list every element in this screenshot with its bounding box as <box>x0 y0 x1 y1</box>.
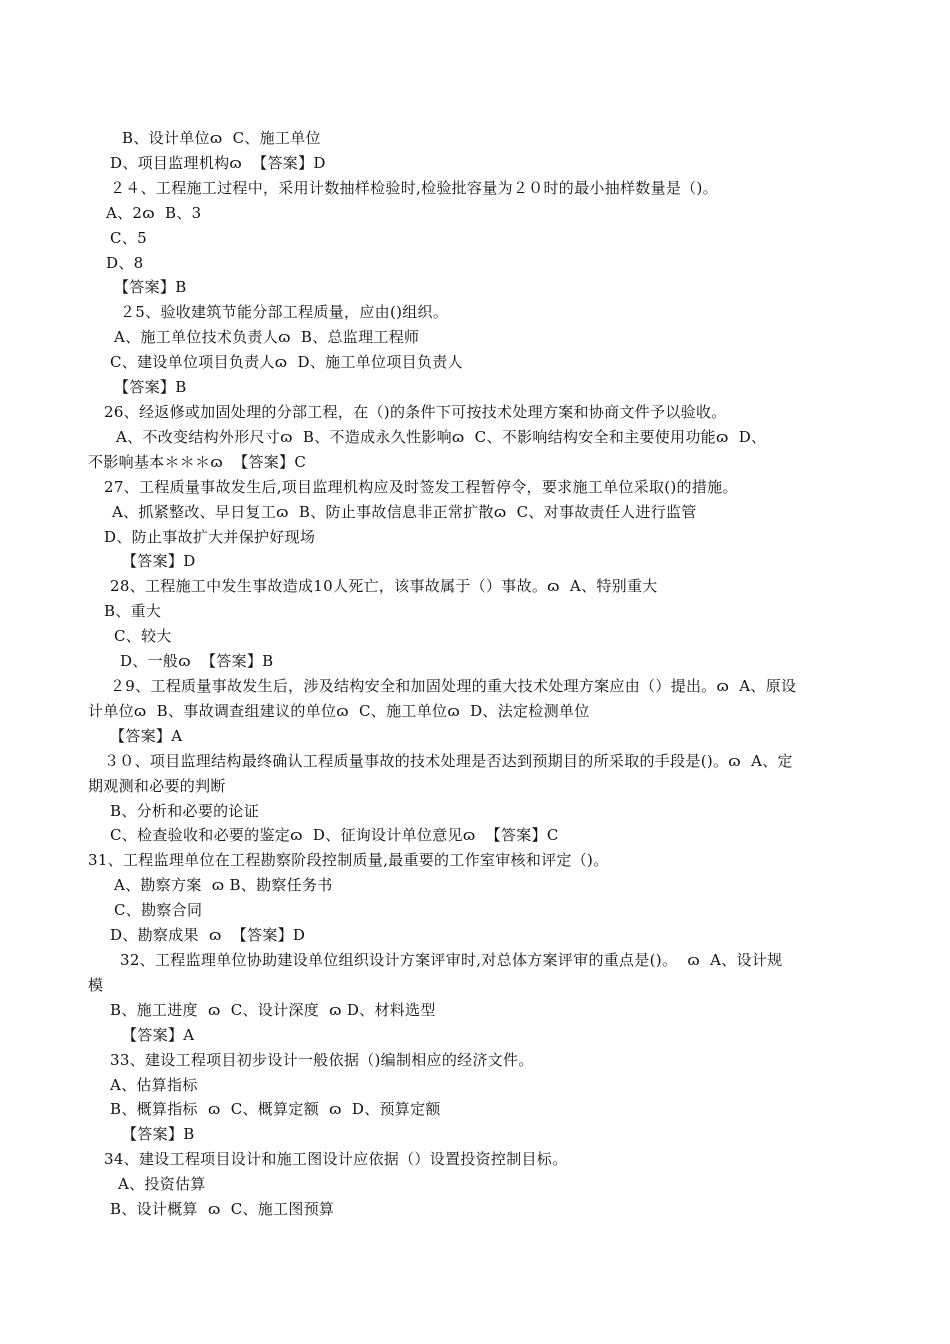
text-line: C、勘察合同 <box>114 901 203 919</box>
text-line: A、投资估算 <box>118 1175 206 1193</box>
text-line: 31、工程监理单位在工程勘察阶段控制质量,最重要的工作室审核和评定（)。 <box>88 851 609 869</box>
text-line: 【答案】D <box>122 552 196 570</box>
text-line: D、一般ɷ 【答案】B <box>120 652 274 670</box>
text-line: 32、工程监理单位协助建设单位组织设计方案评审时,对总体方案评审的重点是()。 ɷ A、设计规 <box>120 951 783 969</box>
text-line: A、抓紧整改、早日复工ɷ B、防止事故信息非正常扩散ɷ C、对事故责任人进行监管 <box>112 503 697 521</box>
text-line: C、建设单位项目负责人ɷ D、施工单位项目负责人 <box>110 353 463 371</box>
text-line: 模 <box>88 976 104 994</box>
text-line: D、8 <box>106 254 144 272</box>
text-line: 【答案】B <box>122 1125 195 1143</box>
text-line: ２9、工程质量事故发生后，涉及结构安全和加固处理的重大技术处理方案应由（）提出。ɷ A、原设 <box>110 677 797 695</box>
text-line: A、不改变结构外形尺寸ɷ B、不造成永久性影响ɷ C、不影响结构安全和主要使用功能ɷ D、 <box>116 428 767 446</box>
text-line: 【答案】B <box>114 378 187 396</box>
text-line: 26、经返修或加固处理的分部工程，在（)的条件下可按技术处理方案和协商文件予以验收。 <box>104 403 727 421</box>
text-line: 34、建设工程项目设计和施工图设计应依据（）设置投资控制目标。 <box>104 1150 568 1168</box>
text-line: B、设计概算 ɷ C、施工图预算 <box>110 1200 335 1218</box>
text-line: D、项目监理机构ɷ 【答案】D <box>110 154 326 172</box>
text-line: B、分析和必要的论证 <box>110 802 260 820</box>
text-line: C、检查验收和必要的鉴定ɷ D、征询设计单位意见ɷ 【答案】C <box>110 826 559 844</box>
text-line: C、5 <box>110 229 147 247</box>
text-line: D、勘察成果 ɷ 【答案】D <box>110 926 306 944</box>
text-line: D、防止事故扩大并保护好现场 <box>104 528 316 546</box>
text-line: ３０、项目监理结构最终确认工程质量事故的技术处理是否达到预期目的所采取的手段是()。ɷ A、定 <box>104 752 793 770</box>
text-line: 27、工程质量事故发生后,项目监理机构应及时签发工程暂停令，要求施工单位采取()的措施。 <box>104 478 738 496</box>
text-line: B、设计单位ɷ C、施工单位 <box>122 129 321 147</box>
text-line: A、估算指标 <box>110 1076 198 1094</box>
text-line: 【答案】B <box>114 278 187 296</box>
text-line: 28、工程施工中发生事故造成10人死亡，该事故属于（）事故。ɷ A、特别重大 <box>110 577 658 595</box>
text-line: A、勘察方案 ɷ B、勘察任务书 <box>114 876 333 894</box>
text-line: A、施工单位技术负责人ɷ B、总监理工程师 <box>114 328 420 346</box>
text-line: C、较大 <box>114 627 172 645</box>
text-line: 【答案】A <box>122 1026 195 1044</box>
text-line: ２5、验收建筑节能分部工程质量，应由()组织。 <box>120 303 449 321</box>
text-line: B、概算指标 ɷ C、概算定额 ɷ D、预算定额 <box>110 1100 441 1118</box>
text-line: A、2ɷ B、3 <box>106 204 202 222</box>
text-line: B、施工进度 ɷ C、设计深度 ɷ D、材料选型 <box>110 1001 436 1019</box>
text-line: 不影响基本＊＊＊ɷ 【答案】C <box>88 453 307 471</box>
text-line: 33、建设工程项目初步设计一般依据（)编制相应的经济文件。 <box>110 1051 534 1069</box>
text-line: 计单位ɷ B、事故调查组建议的单位ɷ C、施工单位ɷ D、法定检测单位 <box>88 702 590 720</box>
text-line: ２４、工程施工过程中，采用计数抽样检验时,检验批容量为２０时的最小抽样数量是（)。 <box>110 179 718 197</box>
text-line: B、重大 <box>104 602 162 620</box>
text-line: 期观测和必要的判断 <box>88 777 226 795</box>
text-line: 【答案】A <box>110 727 183 745</box>
